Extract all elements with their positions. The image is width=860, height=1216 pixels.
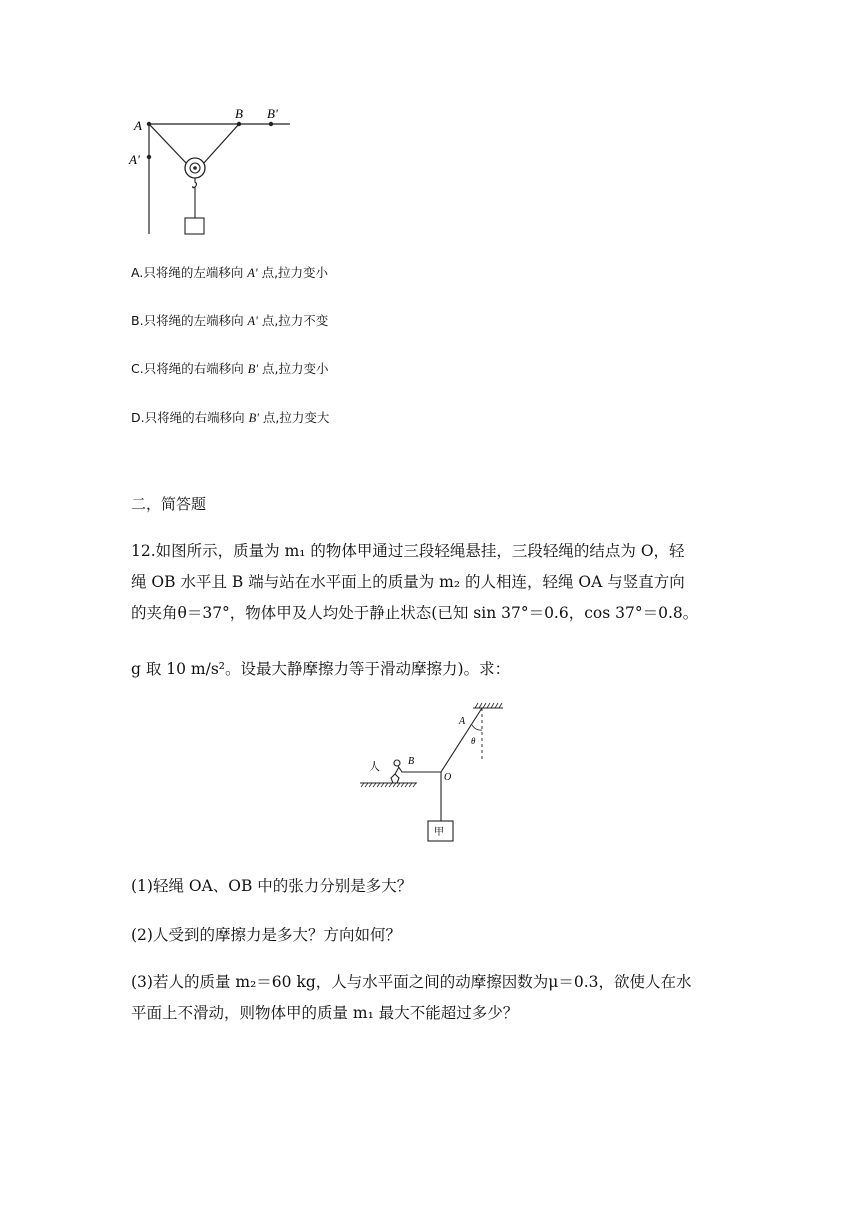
weight-block: [185, 218, 204, 234]
rope-right: [203, 124, 239, 164]
option-c: C.只将绳的右端移向 B' 点,拉力变小: [131, 361, 329, 376]
stem-line-4: g 取 10 m/s²。设最大静摩擦力等于滑动摩擦力)。求：: [131, 660, 511, 678]
question-3: [131, 967, 731, 1029]
pulley-figure: [125, 100, 300, 240]
label-A-prime: A': [129, 152, 140, 167]
option-b: B.只将绳的左端移向 A' 点,拉力不变: [131, 313, 329, 328]
fig2-label-O: O: [444, 772, 452, 783]
stem-line-2: 绳 OB 水平且 B 端与站在水平面上的质量为 m₂ 的人相连，轻绳 OA 与竖直方向: [131, 573, 685, 591]
hook-icon: [193, 178, 197, 188]
label-B-prime: B': [267, 106, 278, 121]
person-icon: [391, 760, 407, 783]
suspension-figure: [355, 700, 515, 850]
fig2-label-person: 人: [369, 761, 380, 773]
question-1: (1)轻绳 OA、OB 中的张力分别是多大？: [131, 877, 413, 895]
stem-line-1: 12.如图所示，质量为 m₁ 的物体甲通过三段轻绳悬挂，三段轻绳的结点为 O，轻: [131, 542, 685, 560]
fig2-label-A: A: [459, 716, 466, 727]
problem-12-stem: [131, 536, 731, 629]
stem-line-3: 的夹角θ＝37°，物体甲及人均处于静止状态(已知 sin 37°＝0.6，cos 37°＝0.8。: [131, 604, 699, 622]
fig2-label-jia: 甲: [434, 827, 444, 838]
question-2: (2)人受到的摩擦力是多大？方向如何？: [131, 926, 401, 944]
option-d: D.只将绳的右端移向 B' 点,拉力变大: [131, 410, 330, 425]
question-3-line-1: (3)若人的质量 m₂＝60 kg，人与水平面之间的动摩擦因数为μ＝0.3，欲使人在水: [131, 973, 692, 991]
fig2-label-B: B: [408, 756, 415, 767]
label-B: B: [235, 106, 243, 121]
option-a: A.只将绳的左端移向 A' 点,拉力变小: [131, 265, 329, 280]
rope-left: [149, 124, 187, 164]
fig2-label-theta: θ: [471, 736, 476, 746]
question-3-line-2: 平面上不滑动，则物体甲的质量 m₁ 最大不能超过多少？: [131, 1004, 519, 1022]
section-title: 二，简答题: [131, 495, 207, 513]
label-A: A: [134, 118, 142, 133]
